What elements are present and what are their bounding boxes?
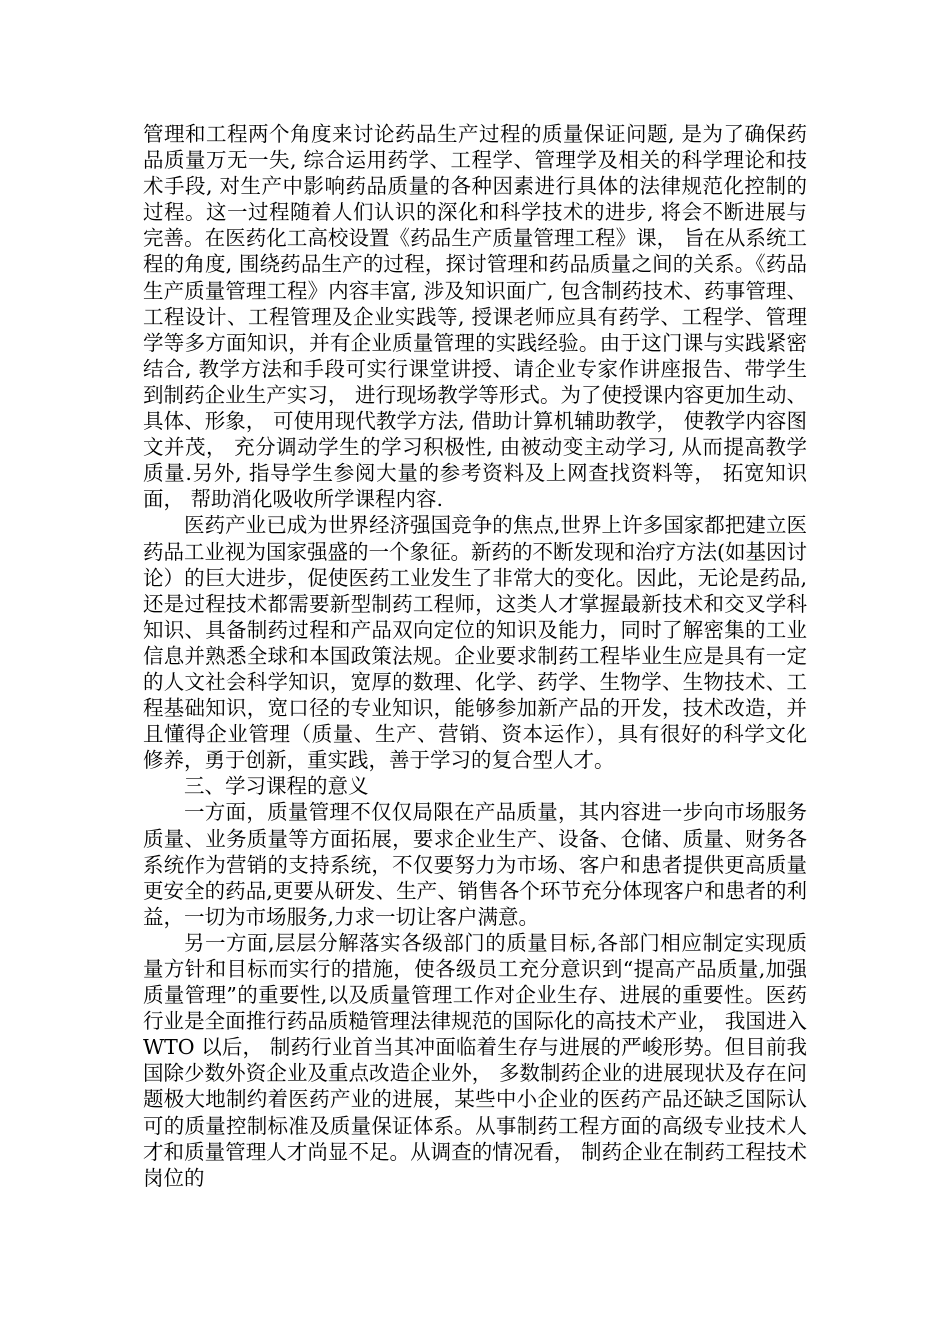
paragraph-quality-management-scope: 一方面，质量管理不仅仅局限在产品质量，其内容进一步向市场服务质量、业务质量等方面拓展，要求企业生产、设备、仓储、质量、财务各系统作为营销的支持系统，不仅要努力为市场、客户和患者提供更高质量更安全的药品,更要从研发、生产、销售各个环节充分体现客户和患者的利益，一切为市场服务,力求一切让客户满意。 bbox=[143, 800, 807, 929]
paragraph-pharma-industry: 医药产业已成为世界经济强国竞争的焦点,世界上许多国家都把建立医药品工业视为国家强盛的一个象征。新药的不断发现和治疗方法(如基因讨论）的巨大进步，促使医药工业发生了非常大的变化。因此，无论是药品,还是过程技术都需要新型制药工程师，这类人才掌握最新技术和交叉学科知识、具备制药过程和产品双向定位的知识及能力，同时了解密集的工业信息并熟悉全球和本国政策法规。企业要求制药工程毕业生应是具有一定的人文社会科学知识，宽厚的数理、化学、药学、生物学、生物技术、工程基础知识，宽口径的专业知识，能够参加新产品的开发，技术改造，并且懂得企业管理（质量、生产、营销、资本运作），具有很好的科学文化修养，勇于创新，重实践，善于学习的复合型人才。 bbox=[143, 513, 807, 773]
paragraph-intro-continuation: 管理和工程两个角度来讨论药品生产过程的质量保证问题, 是为了确保药品质量万无一失, 综合运用药学、工程学、管理学及相关的科学理论和技术手段, 对生产中影响药品质量的各种因素进行具体的法律规范化控制的过程。这一过程随着人们认识的深化和科学技术的进步, 将会不断进展与完善。在医药化工高校设置《药品生产质量管理工程》课， 旨在从系统工程的角度, 围绕药品生产的过程，探讨管理和药品质量之间的关系。《药品生产质量管理工程》内容丰富, 涉及知识面广, 包含制药技术、药事管理、工程设计、工程管理及企业实践等, 授课老师应具有药学、工程学、管理学等多方面知识，并有企业质量管理的实践经验。由于这门课与实践紧密结合, 教学方法和手段可实行课堂讲授、请企业专家作讲座报告、带学生到制药企业生产实习， 进行现场教学等形式。为了使授课内容更加生动、具体、形象， 可使用现代教学方法, 借助计算机辅助教学， 使教学内容图文并茂， 充分调动学生的学习积极性, 由被动变主动学习, 从而提高教学质量.另外, 指导学生参阅大量的参考资料及上网查找资料等， 拓宽知识面， 帮助消化吸收所学课程内容. bbox=[143, 122, 807, 512]
document-body bbox=[143, 121, 807, 1191]
paragraph-quality-goals: 另一方面,层层分解落实各级部门的质量目标,各部门相应制定实现质量方针和目标而实行的措施，使各级员工充分意识到“提高产品质量,加强质量管理”的重要性,以及质量管理工作对企业生存、进展的重要性。医药行业是全面推行药品质糙管理法律规范的国际化的高技术产业， 我国进入 WTO 以后， 制药行业首当其冲面临着生存与进展的严峻形势。但目前我国除少数外资企业及重点改造企业外， 多数制药企业的进展现状及存在问题极大地制约着医药产业的进展，某些中小企业的医药产品还缺乏国际认可的质量控制标准及质量保证体系。从事制药工程方面的高级专业技术人才和质量管理人才尚显不足。从调查的情况看， 制药企业在制药工程技术岗位的 bbox=[143, 930, 807, 1190]
section-heading-course-significance: 三、学习课程的意义 bbox=[184, 774, 369, 799]
